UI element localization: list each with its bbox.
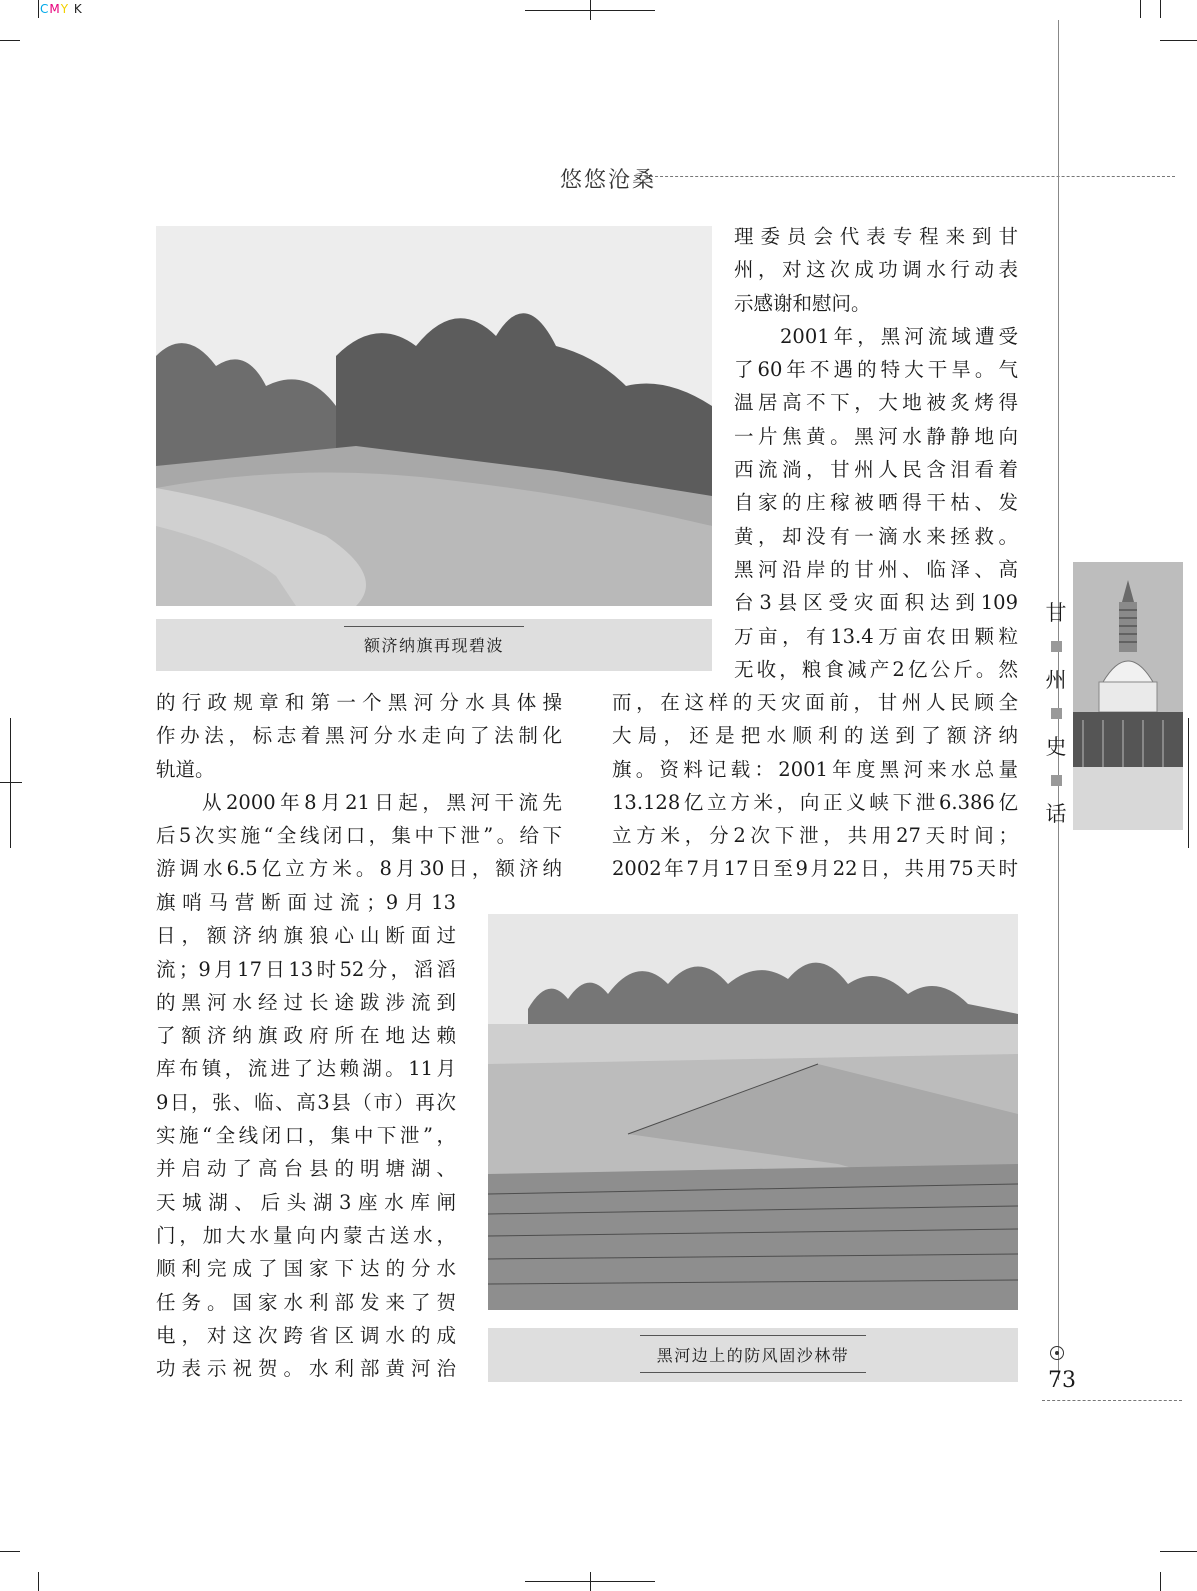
- text-line: 万亩，有13.4万亩农田颗粒: [734, 624, 1018, 648]
- shelterbelt-photo: [488, 914, 1018, 1310]
- text-line: 流；9月17日13时52分，滔滔: [156, 957, 456, 981]
- side-tab-char: 州: [1045, 668, 1067, 692]
- text-line: 西流淌，甘州人民含泪看着: [734, 458, 1018, 482]
- text-line: 并启动了高台县的明塘湖、: [156, 1157, 456, 1181]
- crop-mark: [0, 782, 22, 783]
- cmyk-m: M: [49, 2, 61, 16]
- text-line: 旗。资料记载：2001年度黑河来水总量: [612, 757, 1018, 781]
- photo-caption: 额济纳旗再现碧波: [363, 636, 504, 655]
- square-bullet-icon: [1051, 641, 1062, 652]
- text-line: 一片焦黄。黑河水静静地向: [734, 424, 1018, 448]
- crop-mark: [1188, 718, 1189, 848]
- photo-caption-box: [488, 1328, 1018, 1382]
- text-line: 而，在这样的天灾面前，甘州人民顾全: [612, 691, 1018, 714]
- side-tab-title: [1042, 596, 1070, 831]
- page-marker-icon: [1050, 1346, 1064, 1360]
- crop-mark: [38, 0, 39, 18]
- square-bullet-icon: [1051, 775, 1062, 786]
- crop-mark: [1160, 1551, 1197, 1552]
- cmyk-c: C: [40, 2, 50, 16]
- text-line: 功表示祝贺。水利部黄河治: [156, 1357, 456, 1381]
- text-line: 州，对这次成功调水行动表: [734, 258, 1018, 282]
- text-line: 游调水6.5亿立方米。8月30日，额济纳: [156, 857, 562, 881]
- footer-divider: [1042, 1400, 1182, 1401]
- crop-mark: [1140, 0, 1141, 18]
- text-line: 自家的庄稼被晒得干枯、发: [734, 491, 1018, 515]
- text-line: 2002年7月17日至9月22日，共用75天时: [612, 857, 1018, 881]
- side-tab-char: 史: [1045, 735, 1067, 759]
- text-block-right-top: [734, 220, 1018, 686]
- text-line: 立方米，分2次下泄，共用27天时间；: [612, 824, 1018, 848]
- photo-caption: 黑河边上的防风固沙林带: [656, 1346, 850, 1365]
- side-tab-char: 甘: [1045, 601, 1067, 625]
- text-line: 后5次实施“全线闭口，集中下泄”。给下: [156, 824, 562, 848]
- text-line: 台3县区受灾面积达到109: [734, 591, 1018, 615]
- text-line: 理委员会代表专程来到甘: [734, 225, 1018, 248]
- side-tab-char: 话: [1045, 802, 1067, 826]
- text-line: 从2000年8月21日起，黑河干流先: [202, 790, 562, 814]
- text-line: 旗哨马营断面过流；9月13: [156, 891, 456, 914]
- text-block-right-mid: [612, 686, 1018, 886]
- text-line: 示感谢和慰问。: [734, 291, 871, 315]
- crop-mark: [0, 1551, 20, 1552]
- crop-mark: [1160, 1572, 1161, 1591]
- photo-caption-box: [156, 619, 712, 671]
- crop-mark: [1160, 0, 1161, 18]
- text-line: 温居高不下，大地被炙烤得: [734, 391, 1018, 415]
- text-block-left-bottom: [156, 886, 456, 1385]
- text-line: 门，加大水量向内蒙古送水，: [156, 1223, 456, 1247]
- text-line: 日，额济纳旗狼心山断面过: [156, 924, 456, 948]
- text-line: 2001年，黑河流域遭受: [780, 324, 1018, 348]
- square-bullet-icon: [1051, 708, 1062, 719]
- text-line: 13.128亿立方米，向正义峡下泄6.386亿: [612, 790, 1018, 814]
- text-block-left-mid: [156, 686, 562, 886]
- crop-mark: [525, 1581, 655, 1582]
- cmyk-k: K: [73, 2, 83, 16]
- header-divider: [645, 176, 1175, 177]
- cmyk-print-marks: [40, 2, 83, 16]
- crop-mark: [525, 10, 655, 11]
- text-line: 顺利完成了国家下达的分水: [156, 1257, 456, 1281]
- page-number: 73: [1048, 1368, 1076, 1393]
- text-line: 大局，还是把水顺利的送到了额济纳: [612, 724, 1018, 748]
- text-line: 了60年不遇的特大干旱。气: [734, 358, 1018, 382]
- text-line: 轨道。: [156, 757, 215, 781]
- caption-rule: [640, 1372, 866, 1373]
- crop-mark: [10, 718, 11, 848]
- text-line: 9日，张、临、高3县（市）再次: [156, 1090, 456, 1114]
- text-line: 黑河沿岸的甘州、临泽、高: [734, 557, 1018, 581]
- text-line: 天城湖、后头湖3座水库闸: [156, 1190, 456, 1214]
- text-line: 库布镇，流进了达赖湖。11月: [156, 1057, 456, 1081]
- crop-mark: [0, 40, 20, 41]
- crop-mark: [1160, 40, 1197, 41]
- text-line: 了额济纳旗政府所在地达赖: [156, 1024, 456, 1048]
- river-photo: [156, 226, 712, 606]
- crop-mark: [38, 1572, 39, 1591]
- text-line: 的行政规章和第一个黑河分水具体操: [156, 691, 562, 714]
- text-line: 无收，粮食减产2亿公斤。然: [734, 657, 1018, 681]
- text-line: 实施“全线闭口，集中下泄”，: [156, 1124, 456, 1148]
- pagoda-thumbnail: [1073, 562, 1183, 830]
- text-line: 作办法，标志着黑河分水走向了法制化: [156, 724, 562, 748]
- text-line: 任务。国家水利部发来了贺: [156, 1290, 456, 1314]
- caption-rule: [344, 626, 524, 627]
- text-line: 的黑河水经过长途跋涉流到: [156, 990, 456, 1014]
- running-header: 悠悠沧桑: [560, 168, 657, 193]
- caption-rule: [640, 1335, 866, 1336]
- text-line: 电，对这次跨省区调水的成: [156, 1323, 456, 1347]
- cmyk-y: Y: [60, 2, 70, 16]
- text-line: 黄，却没有一滴水来拯救。: [734, 524, 1018, 548]
